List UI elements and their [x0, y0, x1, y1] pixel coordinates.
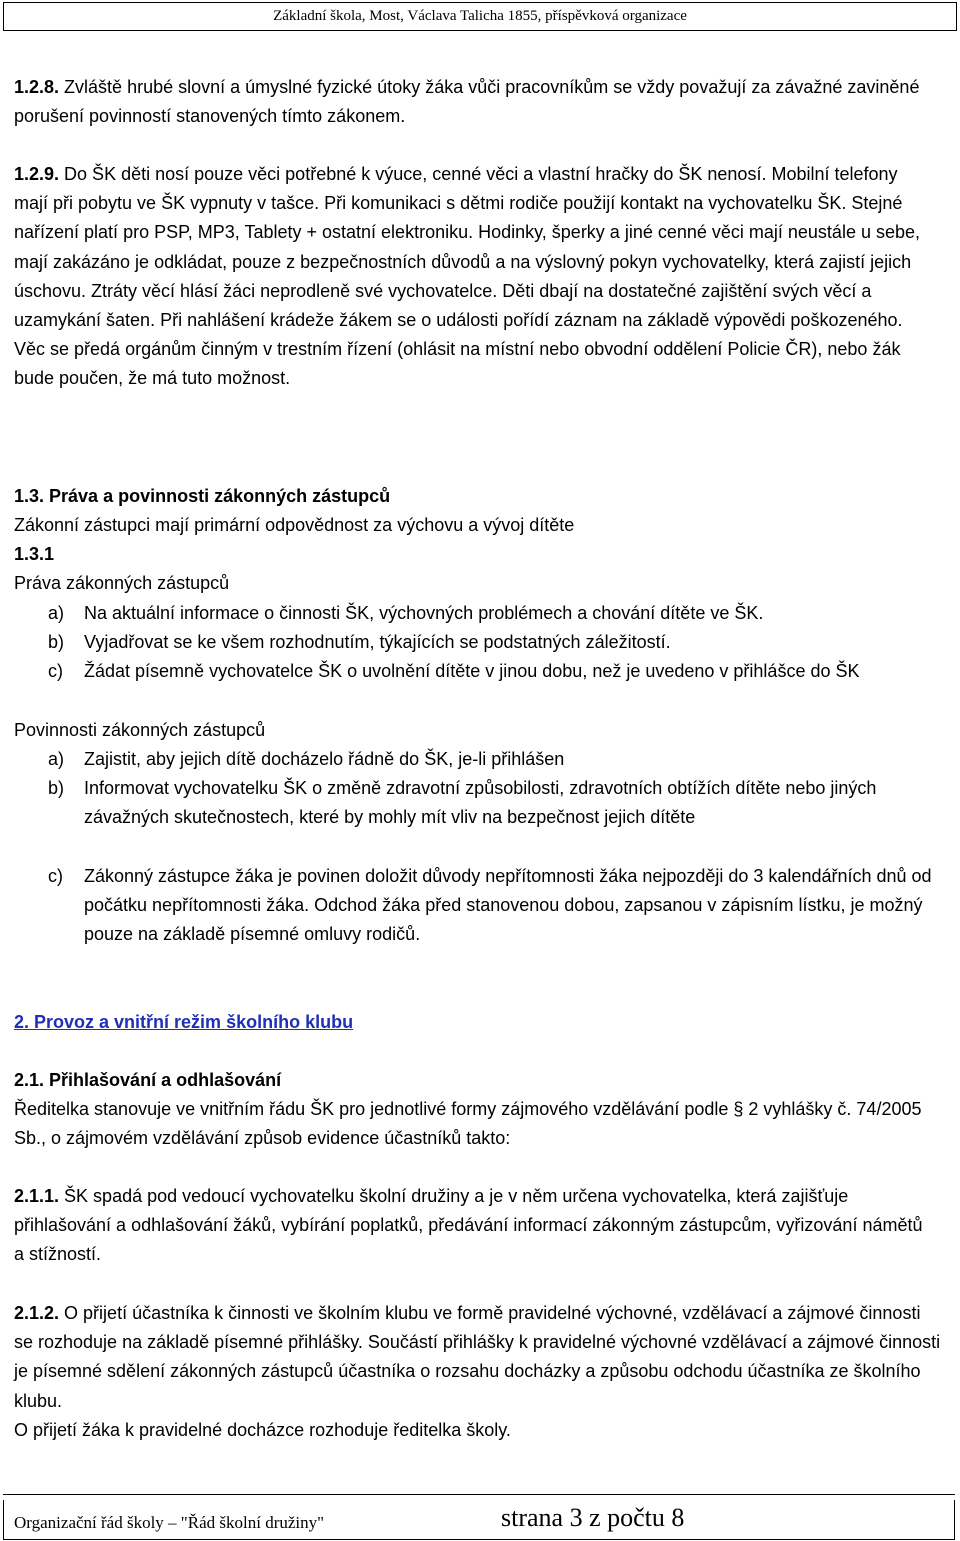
section-number: 1.2.8.: [14, 77, 60, 97]
section-number: 2.1.1.: [14, 1186, 60, 1206]
header-title: Základní škola, Most, Václava Talicha 1855, příspěvková organizace: [273, 8, 687, 24]
section-2-link[interactable]: 2. Provoz a vnitřní režim školního klubu: [14, 1012, 354, 1032]
list-text: Na aktuální informace o činnosti ŠK, výchovných problémech a chování dítěte ve ŠK.: [84, 603, 764, 623]
rights-title: Práva zákonných zástupců: [14, 573, 230, 593]
duties-title: Povinnosti zákonných zástupců: [14, 720, 266, 740]
section-1-3-intro: Zákonní zástupci mají primární odpovědnost za výchovu a vývoj dítěte: [14, 515, 575, 535]
footer-divider: [3, 1494, 955, 1495]
list-text: Žádat písemně vychovatelce ŠK o uvolnění dítěte v jinou dobu, než je uvedeno v přihlášce do ŠK: [84, 661, 860, 681]
list-marker: a): [48, 749, 65, 769]
section-text: Zvláště hrubé slovní a úmyslné fyzické útoky žáka vůči pracovníkům se vždy považují za závažné zaviněné porušení povinností stanovených tímto zákonem.: [14, 77, 920, 127]
duties-item-b: [48, 774, 938, 832]
footer-document-name: Organizační řád školy – "Řád školní družiny": [14, 1513, 325, 1532]
list-text: Vyjadřovat se ke všem rozhodnutím, týkajících se podstatných záležitostí.: [84, 632, 671, 652]
list-marker: b): [48, 632, 65, 652]
list-text: Zákonný zástupce žáka je povinen doložit důvody nepřítomnosti žáka nejpozději do 3 kalendářních dnů od počátku nepřítomnosti žáka. Odchod žáka před stanovenou dobou, zapsanou v zápisním lístku, je možný pouze na základě písemné omluvy rodičů.: [84, 866, 932, 945]
section-1-3-heading: 1.3. Práva a povinnosti zákonných zástupců: [14, 486, 391, 506]
page-header: [3, 2, 957, 31]
section-text: O přijetí účastníka k činnosti ve školním klubu ve formě pravidelné výchovné, vzdělávací a zájmové činnosti se rozhoduje na základě písemné přihlášky. Součástí přihlášky k pravidelné výchovné vzdělávací a zájmové činnosti je písemné sdělení zákonných zástupců účastníka o rozsahu docházky a způsobu odchodu účastníka ze školního klubu.: [14, 1303, 941, 1411]
footer-page-number: strana 3 z počtu 8: [501, 1503, 685, 1532]
section-2-1-text: Ředitelka stanovuje ve vnitřním řádu ŠK pro jednotlivé formy zájmového vzdělávání podle § 2 vyhlášky č. 74/2005 Sb., o zájmovém vzdělávání způsob evidence účastníků takto:: [14, 1099, 922, 1149]
section-text: Do ŠK děti nosí pouze věci potřebné k výuce, cenné věci a vlastní hračky do ŠK nenosí. Mobilní telefony mají při pobytu ve ŠK vypnuty v tašce. Při komunikaci s dětmi rodiče použijí kontakt na vychovatelku ŠK. Stejné nařízení platí pro PSP, MP3, Tablety + ostatní elektroniku. Hodinky, šperky a jiné cenné věci mají neustále u sebe, mají zakázáno je odkládat, pouze z bezpečnostních důvodů a na výslovný pokyn vychovatelky, která zajistí jejich úschovu. Ztráty věcí hlásí žáci neprodleně své vychovatelce. Děti dbají na dostatečné zajištění svých věcí a uzamykání šaten. Při nahlášení krádeže žákem se o události pořídí záznam na základě výpovědi poškozeného. Věc se předá orgánům činným v trestním řízení (ohlásit na místní nebo obvodní oddělení Policie ČR), nebo žák bude poučen, že má tuto možnost.: [14, 164, 921, 389]
section-2-1-2: [14, 1299, 944, 1416]
page-footer: [3, 1500, 955, 1540]
section-2-1-2-last-line: O přijetí žáka k pravidelné docházce rozhoduje ředitelka školy.: [14, 1420, 511, 1440]
rights-item-b: [48, 628, 928, 657]
list-text: Zajistit, aby jejich dítě docházelo řádně do ŠK, je-li přihlášen: [84, 749, 565, 769]
section-1-2-9: [14, 160, 934, 394]
section-2-1-1: [14, 1182, 936, 1270]
list-marker: a): [48, 603, 65, 623]
section-1-2-8: [14, 73, 934, 131]
duties-item-c: [48, 862, 943, 950]
rights-item-c: [48, 657, 888, 686]
list-marker: c): [48, 661, 63, 681]
section-number: 2.1.2.: [14, 1303, 60, 1323]
list-marker: c): [48, 866, 63, 886]
section-text: ŠK spadá pod vedoucí vychovatelku školní družiny a je v něm určena vychovatelka, která zajišťuje přihlašování a odhlašování žáků, vybírání poplatků, předávání informací zákonným zástupcům, vyřizování námětů a stížností.: [14, 1186, 923, 1265]
duties-item-a: [48, 745, 928, 774]
list-marker: b): [48, 778, 65, 798]
rights-item-a: [48, 599, 928, 628]
section-2-1-heading: 2.1. Přihlašování a odhlašování: [14, 1070, 282, 1090]
section-number: 1.2.9.: [14, 164, 60, 184]
list-text: Informovat vychovatelku ŠK o změně zdravotní způsobilosti, zdravotních obtížích dítěte nebo jiných závažných skutečnostech, které by mohly mít vliv na bezpečnost jejich dítěte: [84, 778, 877, 828]
section-2-heading[interactable]: [14, 1008, 934, 1037]
section-1-3-1-number: 1.3.1: [14, 544, 55, 564]
